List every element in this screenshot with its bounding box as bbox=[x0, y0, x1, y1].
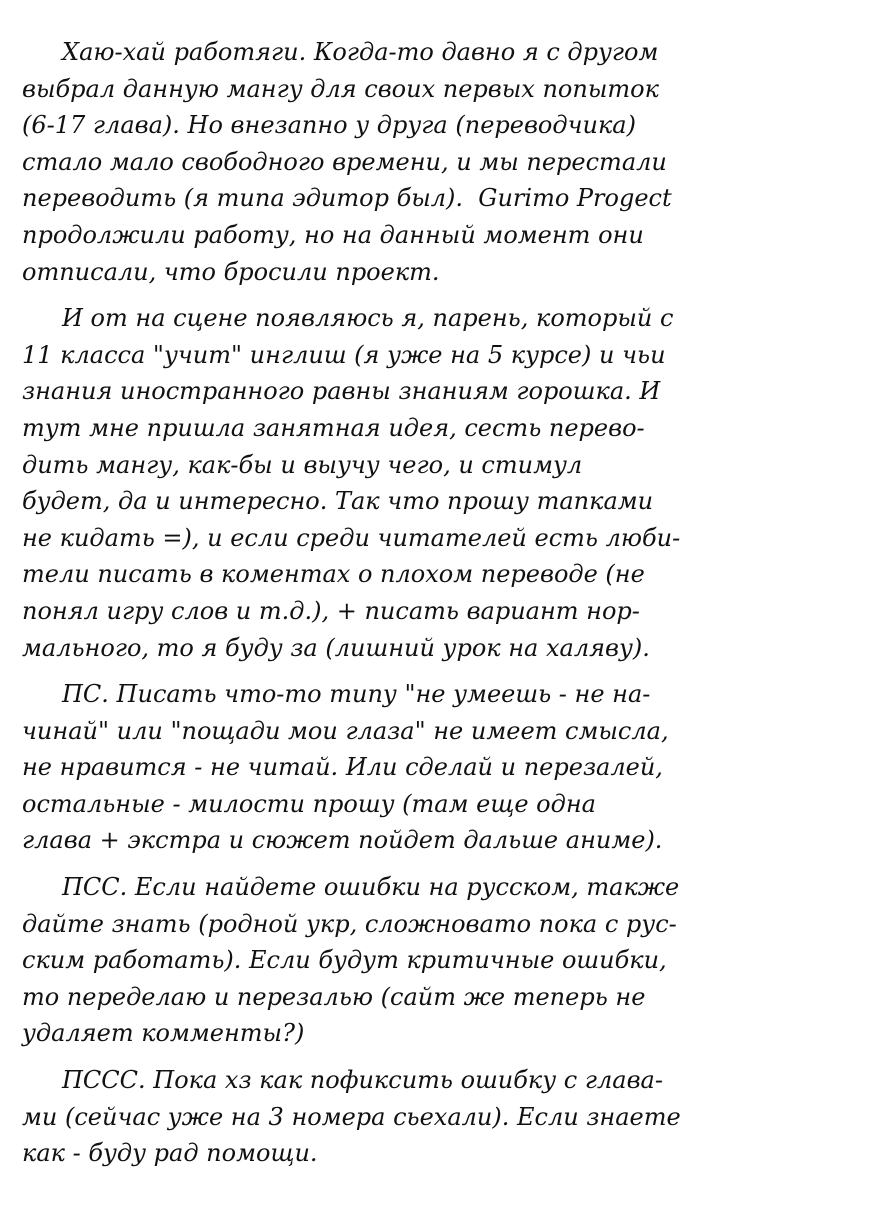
text-line: чинай" или "пощади мои глаза" не имеет смысла, bbox=[22, 716, 669, 745]
paragraph-psss bbox=[22, 1062, 848, 1172]
text-line: выбрал данную мангу для своих первых попыток bbox=[22, 74, 659, 103]
text-line: Хаю-хай работяги. Когда-то давно я с другом bbox=[62, 38, 659, 66]
text-line: ПСС. Если найдете ошибки на русском, также bbox=[62, 873, 680, 902]
text-line: 11 класса "учит" инглиш (я уже на 5 курсе) и чьи bbox=[22, 340, 666, 369]
text-line: мального, то я буду за (лишний урок на халяву). bbox=[22, 633, 650, 662]
text-line: понял игру слов и т.д.), + писать вариант нор- bbox=[22, 596, 640, 625]
paragraph-intro bbox=[22, 34, 848, 290]
text-line: тели писать в коментах о плохом переводе (не bbox=[22, 560, 645, 589]
text-line: удаляет комменты?) bbox=[22, 1019, 305, 1048]
text-line: дить мангу, как-бы и выучу чего, и стимул bbox=[22, 450, 583, 479]
text-line: то переделаю и перезалью (сайт же теперь не bbox=[22, 982, 646, 1011]
text-line: глава + экстра и сюжет пойдет дальше аниме). bbox=[22, 826, 663, 855]
text-line: как - буду рад помощи. bbox=[22, 1139, 318, 1168]
text-line: (6-17 глава). Но внезапно у друга (переводчика) bbox=[22, 111, 636, 140]
text-line: тут мне пришла занятная идея, сесть перево- bbox=[22, 413, 645, 442]
text-line: ПССС. Пока хз как пофиксить ошибку с глава- bbox=[62, 1066, 663, 1095]
paragraph-about-translator bbox=[22, 300, 848, 666]
paragraph-ps bbox=[22, 676, 848, 859]
text-line: остальные - милости прошу (там еще одна bbox=[22, 789, 596, 818]
text-line: знания иностранного равны знаниям горошка. И bbox=[22, 377, 661, 406]
text-line: будет, да и интересно. Так что прошу тапками bbox=[22, 487, 654, 516]
paragraph-pss bbox=[22, 869, 848, 1052]
translator-note-text bbox=[22, 34, 848, 1182]
text-line: не кидать =), и если среди читателей есть люби- bbox=[22, 523, 681, 552]
text-line: стало мало свободного времени, и мы перестали bbox=[22, 147, 667, 176]
text-line: ми (сейчас уже на 3 номера сьехали). Если знаете bbox=[22, 1102, 681, 1131]
text-line: отписали, что бросили проект. bbox=[22, 257, 440, 286]
text-line: продолжили работу, но на данный момент они bbox=[22, 220, 644, 249]
text-line: ским работать). Если будут критичные ошибки, bbox=[22, 946, 667, 975]
text-line: И от на сцене появляюсь я, парень, который с bbox=[62, 304, 674, 333]
text-line: дайте знать (родной укр, сложновато пока с рус- bbox=[22, 909, 677, 938]
text-line: ПС. Писать что-то типу "не умеешь - не на- bbox=[62, 680, 651, 709]
text-line: переводить (я типа эдитор был). Gurimo Progect bbox=[22, 184, 672, 213]
text-line: не нравится - не читай. Или сделай и перезалей, bbox=[22, 753, 663, 782]
